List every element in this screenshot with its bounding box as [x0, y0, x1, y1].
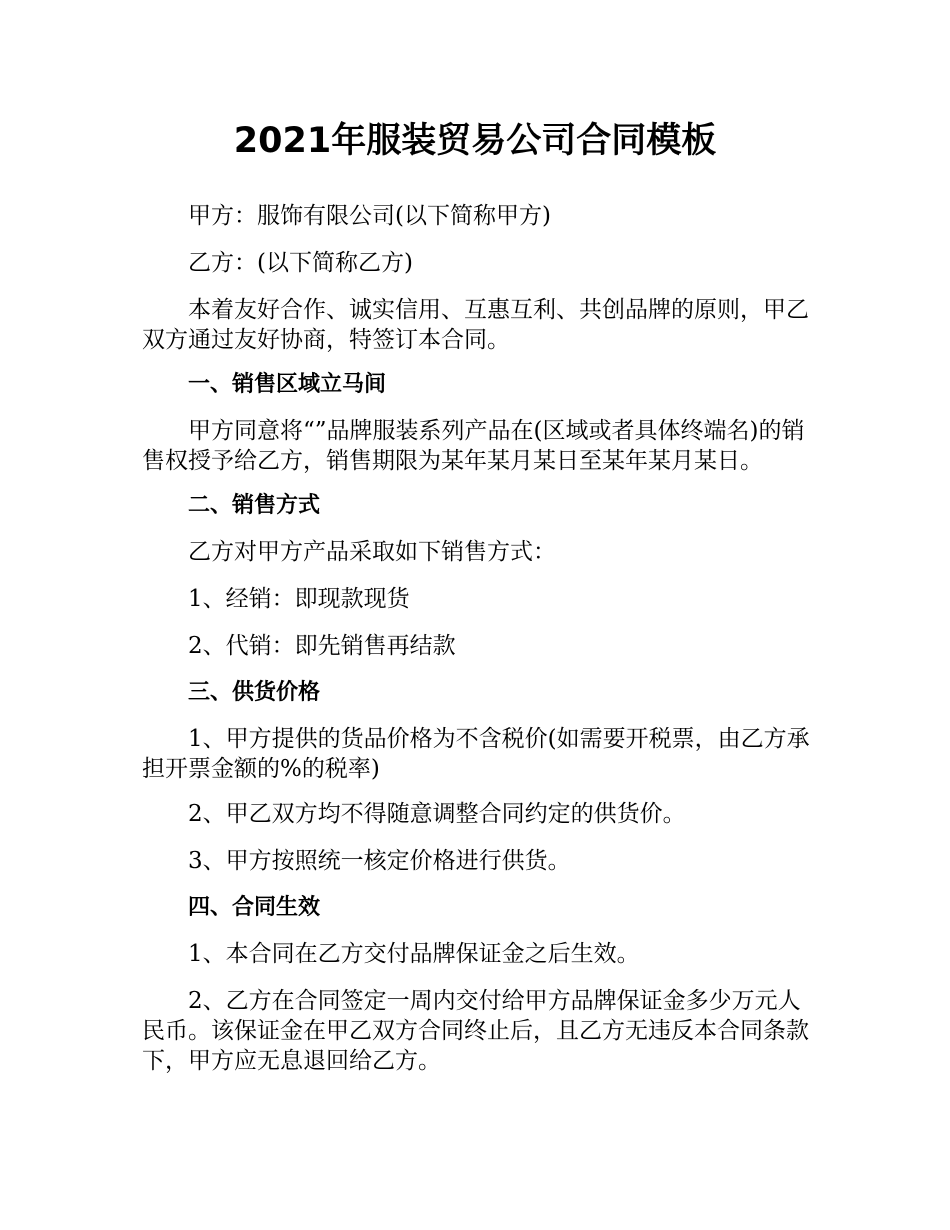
section-3-item-1: 1、甲方提供的货品价格为不含税价(如需要开税票，由乙方承担开票金额的%的税率) — [142, 726, 810, 782]
document-body — [142, 201, 812, 1093]
section-2-item-2: 2、代销：即先销售再结款 — [188, 633, 456, 659]
section-heading-4: 四、合同生效 — [188, 895, 321, 920]
section-heading-3: 三、供货价格 — [188, 680, 321, 705]
section-3-item-2: 2、甲乙双方均不得随意调整合同约定的供货价。 — [188, 801, 686, 827]
preamble-paragraph: 本着友好合作、诚实信用、互惠互利、共创品牌的原则，甲乙双方通过友好协商，特签订本合同。 — [142, 297, 809, 353]
section-1-paragraph: 甲方同意将“”品牌服装系列产品在(区域或者具体终端名)的销售权授予给乙方，销售期限为某年某月某日至某年某月某日。 — [142, 418, 805, 474]
party-b-line: 乙方：(以下简称乙方) — [188, 250, 413, 276]
section-heading-1: 一、销售区域立马间 — [188, 372, 387, 397]
section-4-item-1: 1、本合同在乙方交付品牌保证金之后生效。 — [188, 941, 640, 967]
document-title: 2021年服装贸易公司合同模板 — [233, 121, 717, 161]
section-2-intro: 乙方对甲方产品采取如下销售方式： — [188, 539, 556, 565]
section-3-item-3: 3、甲方按照统一核定价格进行供货。 — [188, 848, 571, 874]
section-2-item-1: 1、经销：即现款现货 — [188, 586, 410, 612]
section-heading-2: 二、销售方式 — [188, 493, 321, 518]
section-4-item-2: 2、乙方在合同签定一周内交付给甲方品牌保证金多少万元人民币。该保证金在甲乙双方合同终止后，且乙方无违反本合同条款下，甲方应无息退回给乙方。 — [142, 988, 809, 1074]
party-a-line: 甲方：服饰有限公司(以下简称甲方) — [188, 203, 551, 229]
